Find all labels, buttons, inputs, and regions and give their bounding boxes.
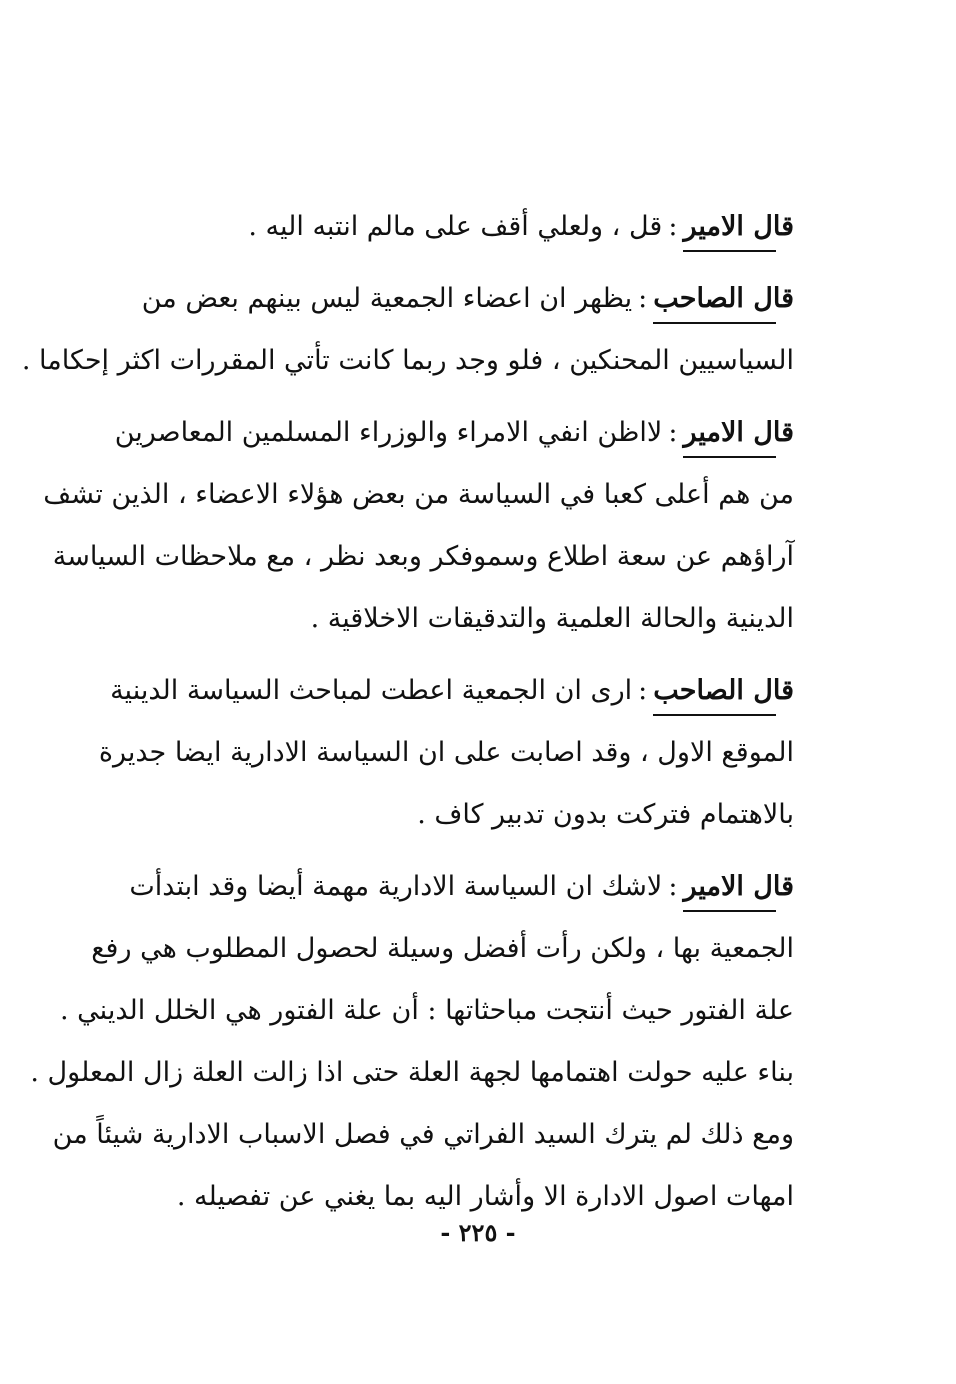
dialogue-text-line: من هم أعلى كعبا في السياسة من بعض هؤلاء الاعضاء ، الذين تشف — [43, 479, 794, 510]
dialogue-text-line: يظهر ان اعضاء الجمعية ليس بينهم بعض من — [141, 283, 633, 314]
speaker-label: قال الصاحب — [653, 268, 794, 330]
page-number: - ٢٢٥ - — [440, 1218, 516, 1247]
dialogue-line — [52, 1104, 794, 1166]
colon-separator: : — [668, 871, 678, 902]
dialogue-line — [98, 722, 794, 784]
dialogue-line — [182, 784, 794, 846]
dialogue-text-line: علة الفتور حيث أنتجت مباحثاتها : أن علة الفتور هي الخلل الديني . — [60, 995, 794, 1026]
speaker-label: قال الامير — [683, 196, 794, 258]
dialogue-text-line: قل ، ولعلي أقف على مالم انتبه اليه . — [248, 211, 663, 242]
dialogue-text-line: الجمعية بها ، ولكن رأت أفضل وسيلة لحصول المطلوب هي رفع — [91, 933, 794, 964]
speaker-label: قال الامير — [683, 402, 794, 464]
dialogue-line — [52, 526, 794, 588]
dialogue-line — [91, 918, 794, 980]
dialogue-text-line: السياسيين المحنكين ، فلو وجد ربما كانت تأتي المقررات اكثر إحكاما . — [21, 345, 794, 376]
dialogue-line — [21, 330, 794, 392]
dialogue-line — [182, 196, 794, 258]
speaker-label: قال الصاحب — [653, 660, 794, 722]
dialogue-line — [114, 402, 794, 464]
dialogue-text-line: بالاهتمام فتركت بدون تدبير كاف . — [417, 799, 794, 830]
dialogue-line — [30, 1042, 794, 1104]
colon-separator: : — [668, 417, 678, 448]
dialogue-line — [129, 856, 794, 918]
dialogue-text — [21, 196, 794, 1228]
dialogue-line — [60, 980, 794, 1042]
dialogue-text-line: بناء عليه حولت اهتمامها لجهة العلة حتى اذا زالت العلة زال المعلول . — [30, 1057, 794, 1088]
dialogue-line — [141, 268, 794, 330]
colon-separator: : — [638, 675, 648, 706]
dialogue-line — [43, 464, 794, 526]
dialogue-text-line: امهات اصول الادارة الا وأشار اليه بما يغني عن تفصيله . — [176, 1181, 794, 1212]
dialogue-text-line: آراؤهم عن سعة اطلاع وسموفكر وبعد نظر ، مع ملاحظات السياسة — [52, 541, 794, 572]
dialogue-text-line: الدينية والحالة العلمية والتدقيقات الاخلاقية . — [310, 603, 794, 634]
colon-separator: : — [638, 283, 648, 314]
dialogue-line — [110, 660, 794, 722]
dialogue-text-line: لاشك ان السياسة الادارية مهمة أيضا وقد ابتدأت — [129, 871, 663, 902]
dialogue-text-line: لااظن انفي الامراء والوزراء المسلمين المعاصرين — [114, 417, 663, 448]
dialogue-text-line: ومع ذلك لم يترك السيد الفراتي في فصل الاسباب الادارية شيئاً من — [52, 1119, 794, 1150]
dialogue-text-line: الموقع الاول ، وقد اصابت على ان السياسة الادارية ايضا جديرة — [98, 737, 794, 768]
dialogue-line — [182, 588, 794, 650]
colon-separator: : — [668, 211, 678, 242]
dialogue-text-line: ارى ان الجمعية اعطت لمباحث السياسة الدينية — [110, 675, 633, 706]
speaker-label: قال الامير — [683, 856, 794, 918]
